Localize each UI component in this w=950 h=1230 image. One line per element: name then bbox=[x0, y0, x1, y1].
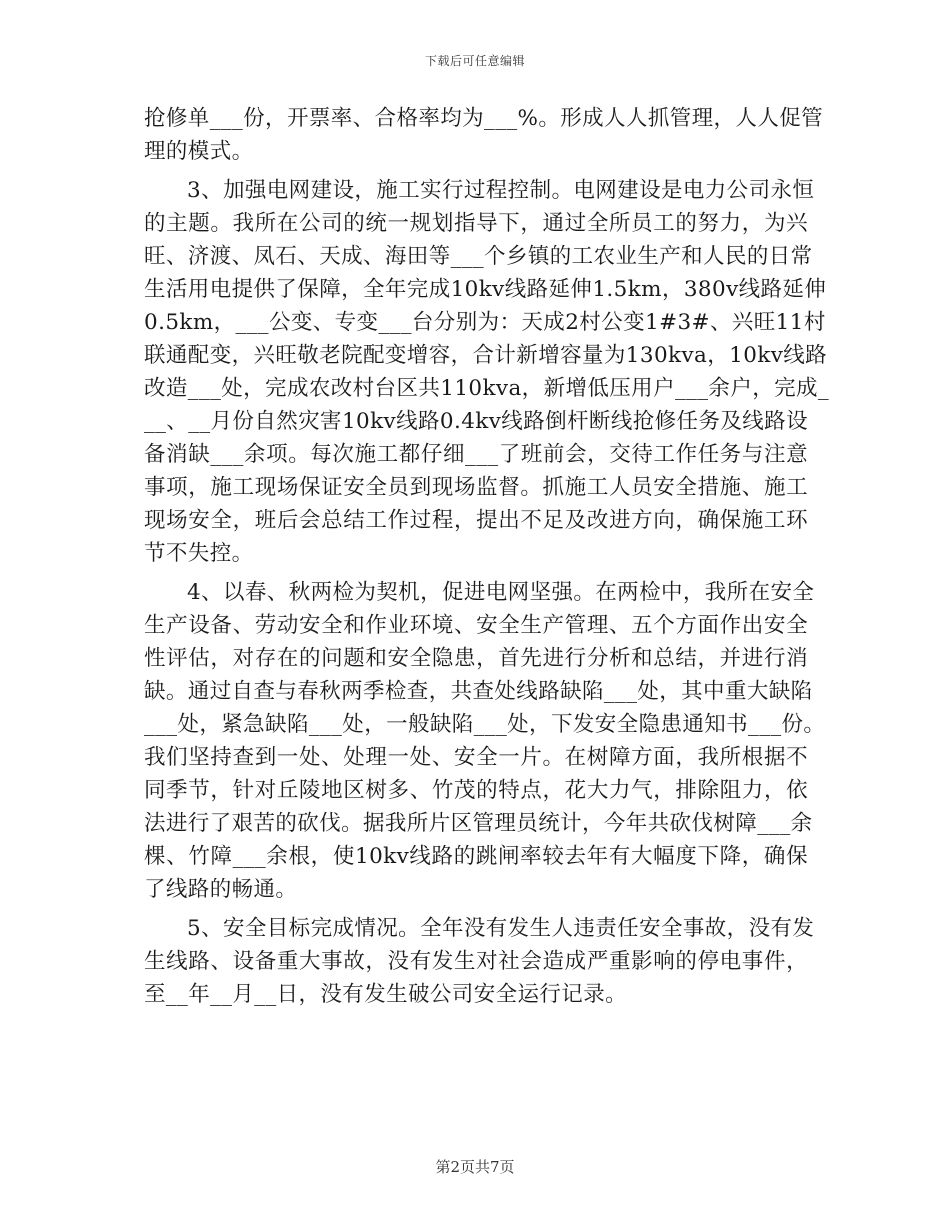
text-line: 节不失控。 bbox=[144, 541, 254, 566]
text-line: 了线路的畅通。 bbox=[144, 877, 298, 902]
text-line: 0.5km，___公变、专变___台分别为：天成2村公变1#3#、兴旺11村 bbox=[144, 310, 826, 335]
text-line: 缺。通过自查与春秋两季检查，共查处线路缺陷___处，其中重大缺陷 bbox=[144, 679, 813, 704]
text-line: __、__月份自然灾害10kv线路0.4kv线路倒杆断线抢修任务及线路设 bbox=[144, 409, 808, 434]
text-line: 事项，施工现场保证安全员到现场监督。抓施工人员安全措施、施工 bbox=[144, 475, 808, 500]
text-line: 旺、济渡、凤石、天成、海田等___个乡镇的工农业生产和人民的日常 bbox=[144, 244, 813, 269]
text-line: 理的模式。 bbox=[144, 139, 254, 164]
text-line: 联通配变，兴旺敬老院配变增容，合计新增容量为130kva，10kv线路 bbox=[144, 343, 828, 368]
paragraph bbox=[144, 174, 830, 570]
page-header: 下载后可任意编辑 bbox=[424, 54, 525, 68]
text-line: 生活用电提供了保障，全年完成10kv线路延伸1.5km，380v线路延伸 bbox=[144, 277, 827, 302]
text-line: 4、以春、秋两检为契机，促进电网坚强。在两检中，我所在安全 bbox=[187, 580, 815, 605]
text-line: 3、加强电网建设，施工实行过程控制。电网建设是电力公司永恒 bbox=[187, 178, 815, 203]
text-line: 5、安全目标完成情况。全年没有发生人违责任安全事故，没有发 bbox=[187, 916, 815, 941]
text-line: 的主题。我所在公司的统一规划指导下，通过全所员工的努力，为兴 bbox=[144, 211, 808, 236]
text-line: 至__年__月__日，没有发生破公司安全运行记录。 bbox=[144, 982, 628, 1007]
text-line: 生线路、设备重大事故，没有发生对社会造成严重影响的停电事件， bbox=[144, 949, 808, 974]
text-line: 我们坚持查到一处、处理一处、安全一片。在树障方面，我所根据不 bbox=[144, 745, 808, 770]
text-line: 抢修单___份，开票率、合格率均为___%。形成人人抓管理，人人促管 bbox=[144, 106, 824, 131]
text-line: 改造___处，完成农改村台区共110kva，新增低压用户___余户，完成_ bbox=[144, 376, 830, 401]
text-line: 性评估，对存在的问题和安全隐患，首先进行分析和总结，并进行消 bbox=[144, 646, 808, 671]
text-line: 生产设备、劳动安全和作业环境、安全生产管理、五个方面作出安全 bbox=[144, 613, 808, 638]
paragraph bbox=[144, 102, 824, 168]
paragraph bbox=[144, 912, 815, 1011]
text-line: 法进行了艰苦的砍伐。据我所片区管理员统计，今年共砍伐树障___余 bbox=[144, 811, 813, 836]
text-line: 现场安全，班后会总结工作过程，提出不足及改进方向，确保施工环 bbox=[144, 508, 808, 533]
page-number: 第2页共7页 bbox=[435, 1158, 515, 1176]
document-body bbox=[144, 102, 830, 1011]
text-line: 棵、竹障___余根，使10kv线路的跳闸率较去年有大幅度下降，确保 bbox=[144, 844, 808, 869]
paragraph bbox=[144, 576, 826, 906]
text-line: ___处，紧急缺陷___处，一般缺陷___处，下发安全隐患通知书___份。 bbox=[144, 712, 826, 737]
text-line: 同季节，针对丘陵地区树多、竹茂的特点，花大力气，排除阻力，依 bbox=[144, 778, 808, 803]
text-line: 备消缺___余项。每次施工都仔细___了班前会，交待工作任务与注意 bbox=[144, 442, 808, 467]
